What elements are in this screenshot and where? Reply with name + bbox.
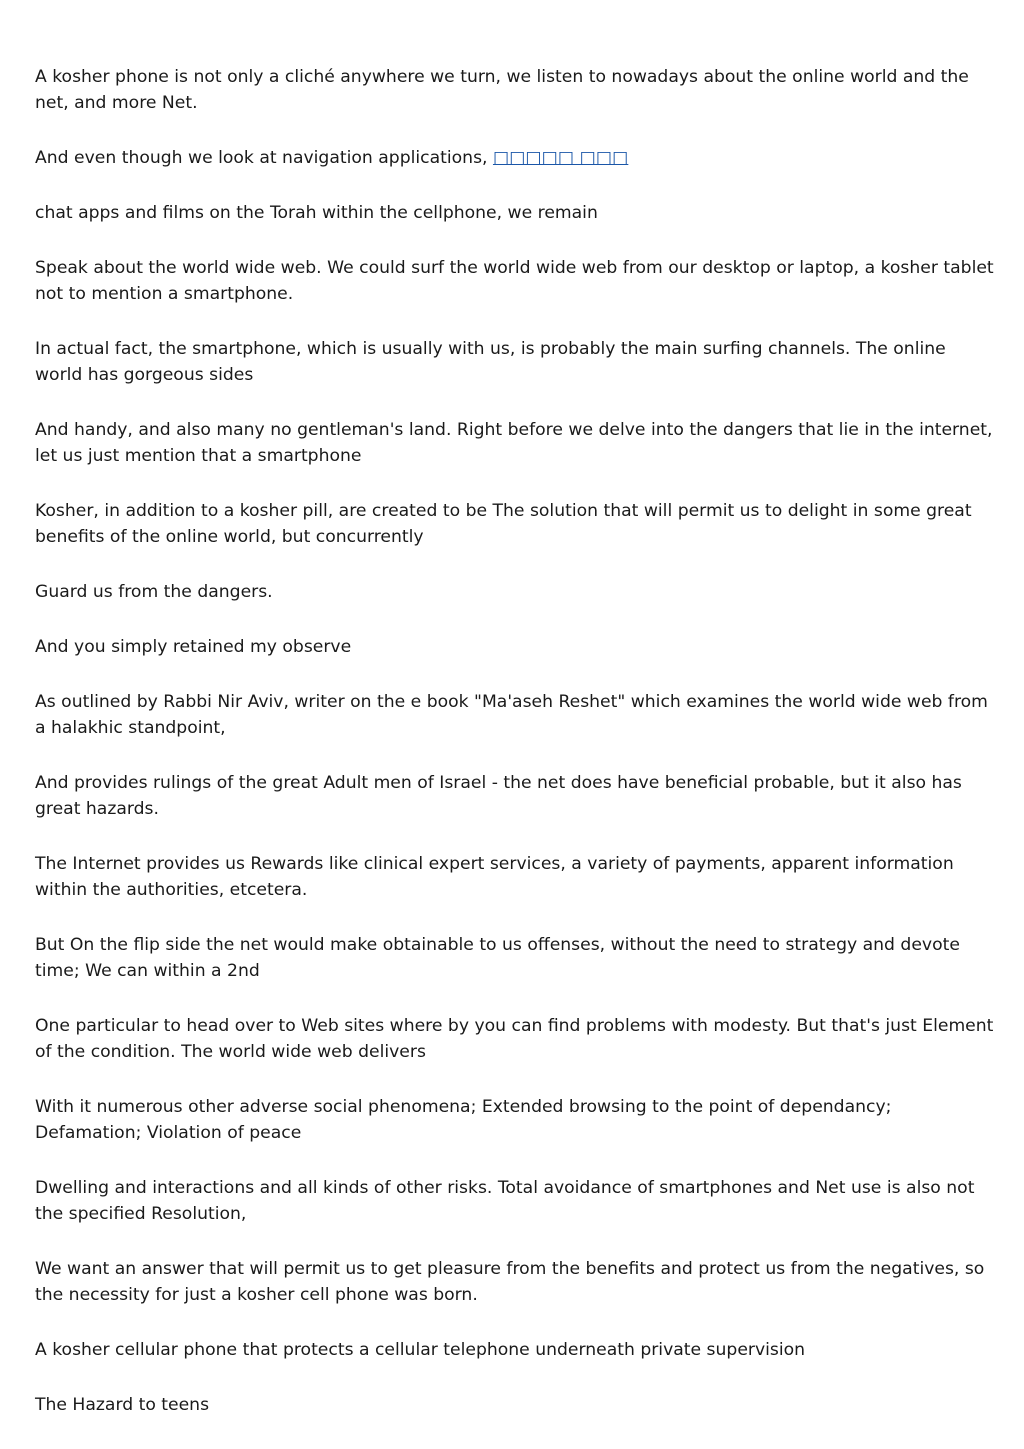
paragraph-17: We want an answer that will permit us to get pleasure from the benefits and protect us from the negatives, so the necessity for just a kosher cell phone was born. (35, 1259, 985, 1305)
paragraph-2 (35, 145, 995, 171)
paragraph-3: chat apps and films on the Torah within the cellphone, we remain (35, 203, 598, 223)
paragraph-5: In actual fact, the smartphone, which is usually with us, is probably the main surfing channels. The online world has gorgeous sides (35, 339, 946, 385)
paragraph-18: A kosher cellular phone that protects a cellular telephone underneath private supervision (35, 1340, 806, 1360)
document-body (35, 64, 995, 1447)
paragraph-4: Speak about the world wide web. We could surf the world wide web from our desktop or laptop, a kosher tablet not to mention a smartphone. (35, 258, 994, 304)
paragraph-13: But On the flip side the net would make obtainable to us offenses, without the need to strategy and devote time; We can within a 2nd (35, 935, 960, 981)
paragraph-15: With it numerous other adverse social phenomena; Extended browsing to the point of dependancy; Defamation; Violation of peace (35, 1097, 892, 1143)
paragraph-19: The Hazard to teens (35, 1395, 210, 1415)
paragraph-1: A kosher phone is not only a cliché anywhere we turn, we listen to nowadays about the online world and the net, and more Net. (35, 67, 969, 113)
hebrew-link[interactable]: □□□□□ □□□ (492, 148, 629, 168)
paragraph-7: Kosher, in addition to a kosher pill, are created to be The solution that will permit us to delight in some great benefits of the online world, but concurrently (35, 501, 972, 547)
paragraph-2-text: And even though we look at navigation applications, (35, 148, 493, 168)
paragraph-8: Guard us from the dangers. (35, 582, 273, 602)
paragraph-12: The Internet provides us Rewards like clinical expert services, a variety of payments, apparent information within the authorities, etcetera. (35, 854, 954, 900)
paragraph-9: And you simply retained my observe (35, 637, 352, 657)
paragraph-11: And provides rulings of the great Adult men of Israel - the net does have beneficial probable, but it also has great hazards. (35, 773, 962, 819)
paragraph-6: And handy, and also many no gentleman's land. Right before we delve into the dangers that lie in the internet, let us just mention that a smartphone (35, 420, 993, 466)
paragraph-10: As outlined by Rabbi Nir Aviv, writer on the e book "Ma'aseh Reshet" which examines the world wide web from a halakhic standpoint, (35, 692, 988, 738)
paragraph-14: One particular to head over to Web sites where by you can find problems with modesty. But that's just Element of the condition. The world wide web delivers (35, 1016, 994, 1062)
paragraph-16: Dwelling and interactions and all kinds of other risks. Total avoidance of smartphones and Net use is also not the specified Resolution, (35, 1178, 975, 1224)
